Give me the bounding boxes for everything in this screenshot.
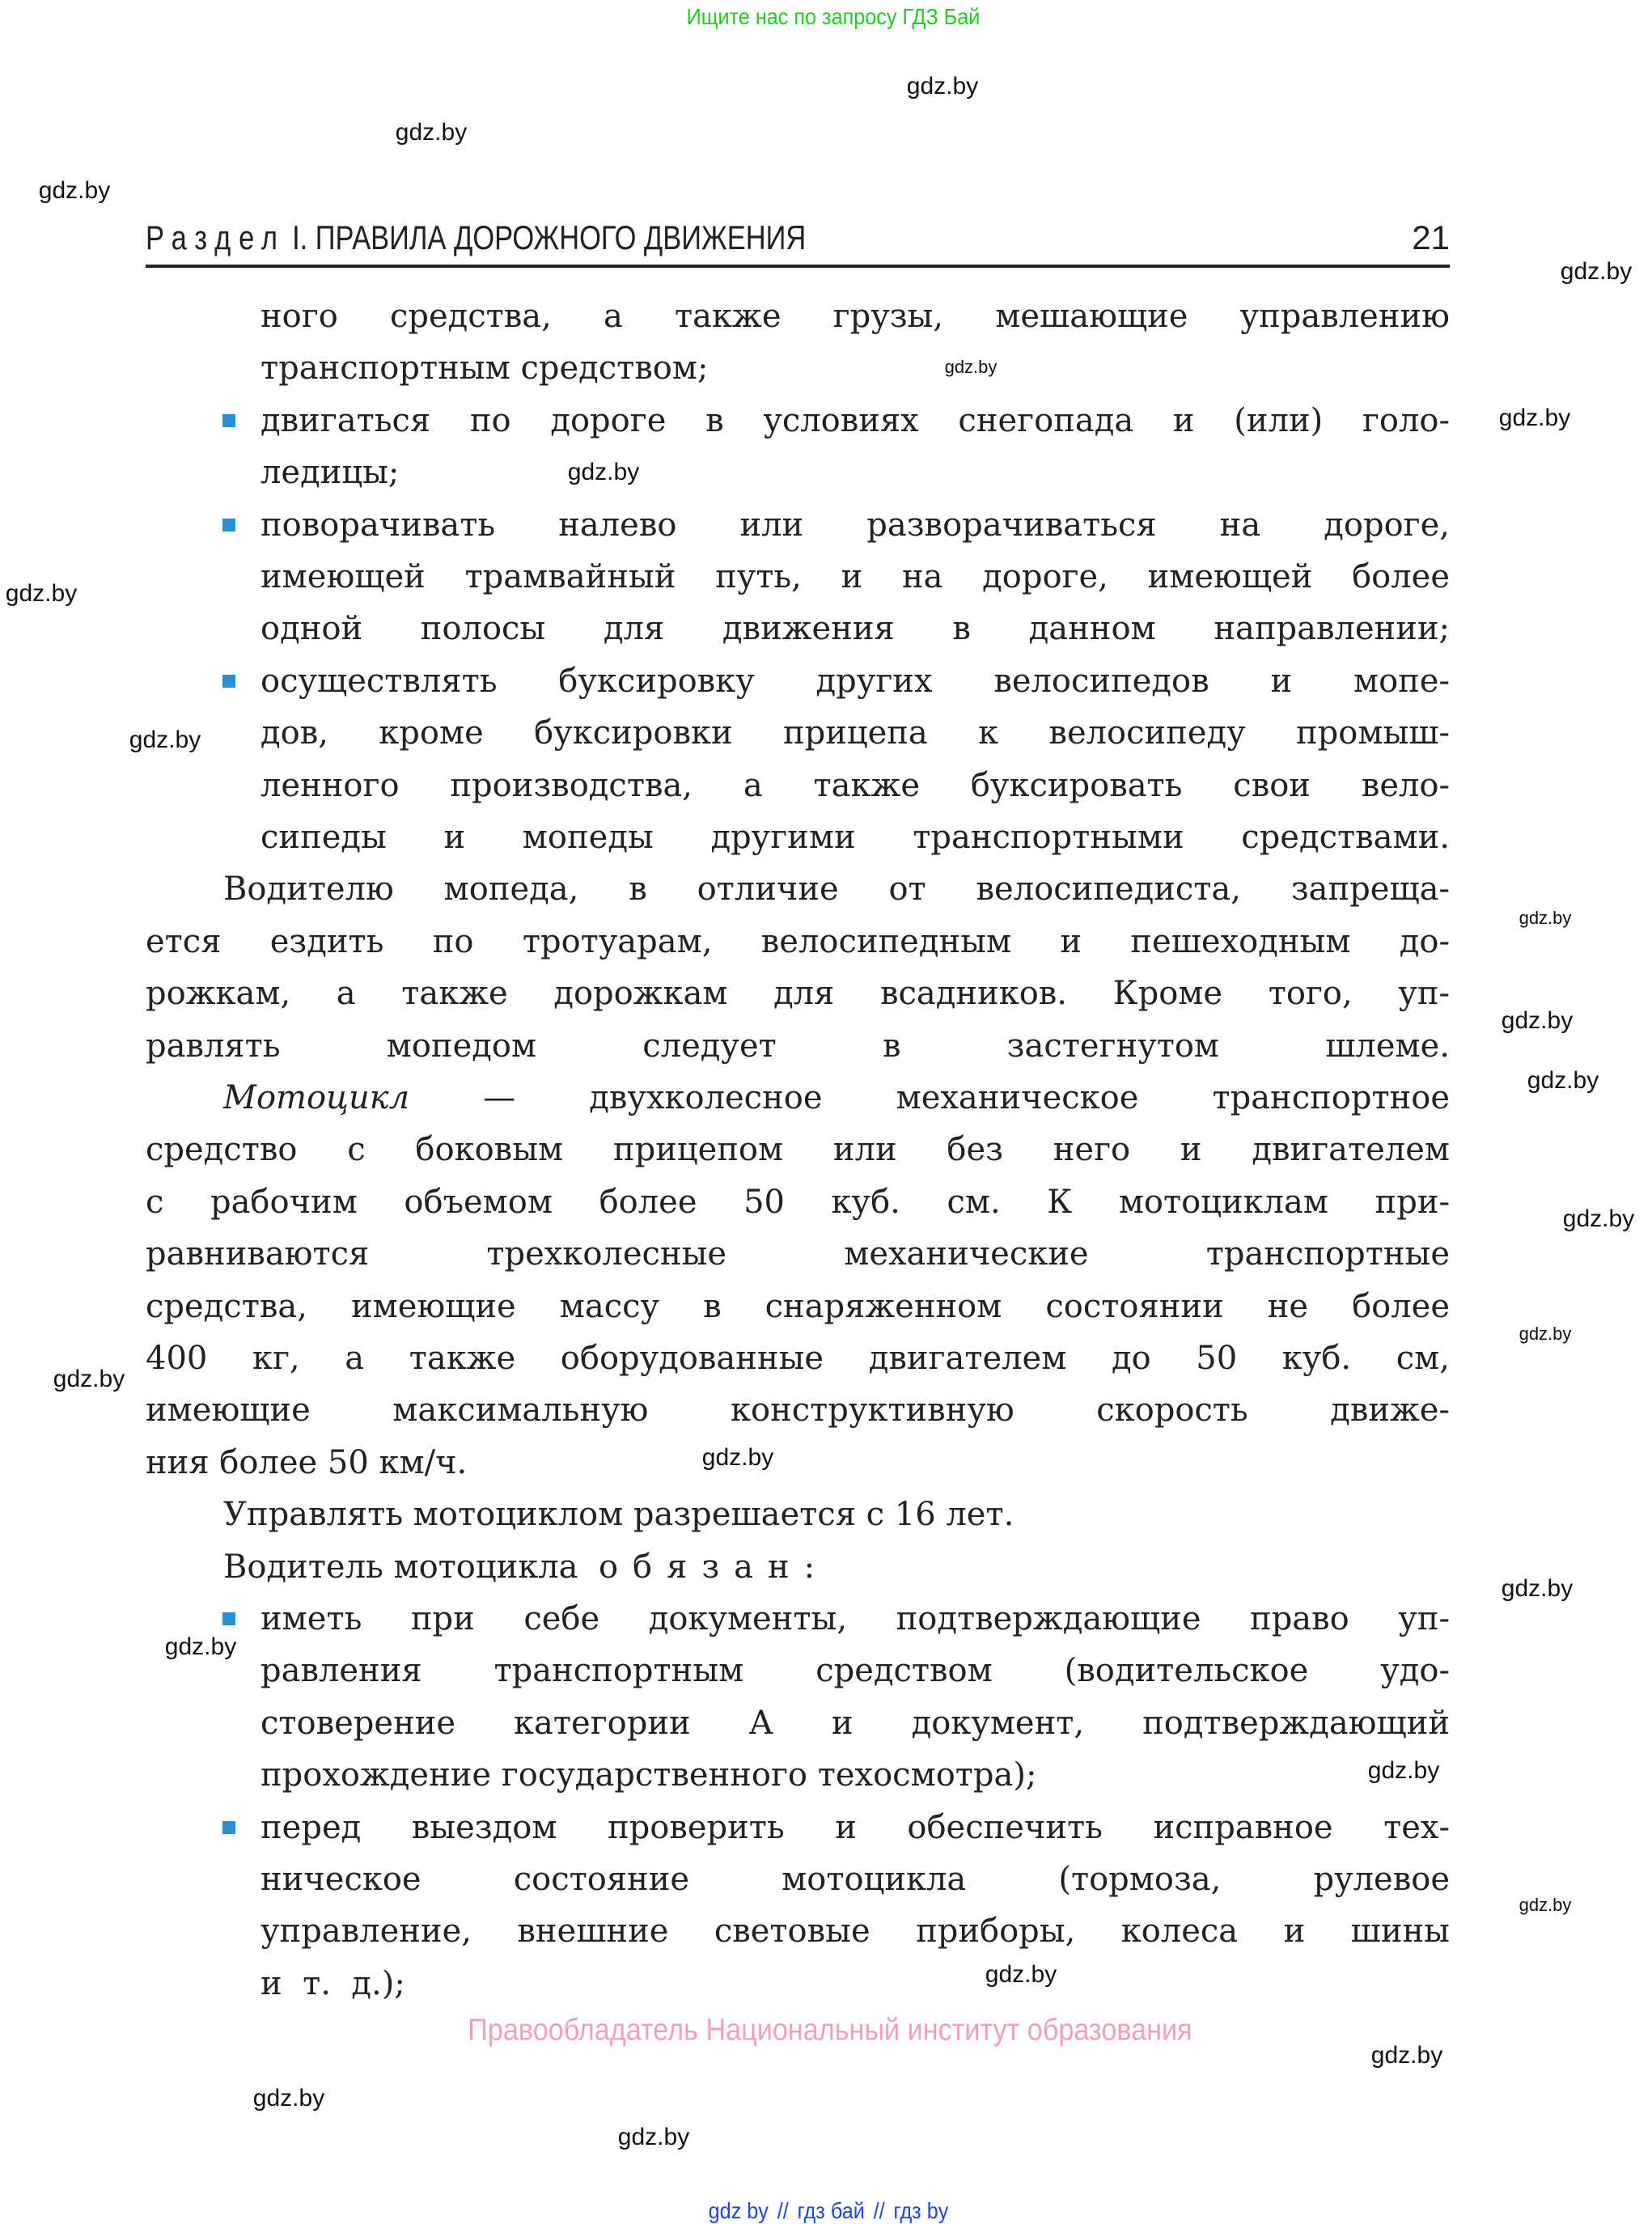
top-banner: Ищите нас по запросу ГДЗ Бай <box>686 4 981 29</box>
watermark: gdz.by <box>1527 1067 1599 1094</box>
text-line <box>223 863 1450 915</box>
line-text: управление, внешние световые приборы, колеса и шины <box>261 1913 1450 1951</box>
watermark: gdz.by <box>1519 908 1572 928</box>
watermark: gdz.by <box>1560 258 1633 285</box>
line-text: Водитель мотоцикла <box>223 1548 599 1586</box>
line-text: имеющие максимальную конструктивную скорость движе- <box>146 1392 1450 1430</box>
text-line <box>223 1541 1450 1593</box>
text-line <box>261 342 1450 394</box>
text-line <box>261 760 1450 811</box>
line-text: — двухколесное механическое транспортное <box>409 1079 1450 1116</box>
line-text: с рабочим объемом более 50 куб. см. К мотоциклам при- <box>146 1183 1450 1221</box>
line-text: осуществлять буксировку других велосипедов и мопе- <box>261 662 1450 700</box>
line-text: рожкам, а также дорожкам для всадников. Кроме того, уп- <box>146 975 1450 1013</box>
text-line <box>261 551 1450 603</box>
text-line <box>146 1176 1450 1228</box>
header-rule <box>146 265 1450 268</box>
text-line <box>261 1853 1450 1905</box>
text-line <box>223 1489 1450 1540</box>
footer-link[interactable]: гдз бай <box>797 2198 865 2223</box>
text-line <box>261 290 1450 342</box>
watermark: gdz.by <box>944 357 998 377</box>
watermark: gdz.by <box>701 1444 774 1471</box>
spaced-word: обязан: <box>598 1548 830 1586</box>
footer-link[interactable]: gdz by <box>708 2198 769 2223</box>
line-text: сипеды и мопеды другими транспортными средствами. <box>261 819 1450 856</box>
text-line <box>146 1384 1450 1436</box>
text-line <box>146 916 1450 968</box>
line-text: ния более 50 км/ч. <box>146 1443 468 1481</box>
watermark: gdz.by <box>1519 1324 1572 1344</box>
watermark: gdz.by <box>395 119 468 146</box>
watermark: gdz.by <box>1562 1205 1635 1232</box>
line-text: двигаться по дороге в условиях снегопада и (или) голо- <box>261 401 1450 439</box>
line-text: поворачивать налево или разворачиваться на дороге, <box>261 506 1450 544</box>
line-text: иметь при себе документы, подтверждающие право уп- <box>261 1600 1450 1637</box>
line-text: транспортным средством; <box>261 349 709 388</box>
line-text: стоверение категории А и документ, подтверждающий <box>261 1704 1450 1742</box>
line-text: средство с боковым прицепом или без него и двигателем <box>146 1131 1450 1169</box>
line-text: Водителю мопеда, в отличие от велосипедиста, запреща- <box>223 871 1450 909</box>
bullet-icon <box>222 675 235 688</box>
watermark: gdz.by <box>1370 2042 1443 2069</box>
footer-separator: // <box>873 2198 885 2223</box>
line-text: Управлять мотоциклом разрешается с 16 лет. <box>223 1496 1014 1534</box>
watermark: gdz.by <box>1498 405 1571 431</box>
text-line <box>261 1802 1450 1853</box>
text-line <box>146 1281 1450 1332</box>
watermark: gdz.by <box>129 727 201 753</box>
line-text: дов, кроме буксировки прицепа к велосипеду промыш- <box>261 714 1450 752</box>
text-line <box>261 1697 1450 1749</box>
section-title <box>146 218 806 257</box>
rights-notice: Правообладатель Национальный институт образования <box>468 2013 1192 2048</box>
page-header <box>146 218 1450 264</box>
line-text: и т. д.); <box>261 1964 405 2002</box>
text-line <box>261 603 1450 654</box>
footer-links <box>704 2198 952 2224</box>
line-text: ленного производства, а также буксировать свои вело- <box>261 766 1450 804</box>
bullet-icon <box>222 1821 235 1834</box>
bullet-icon <box>222 414 235 427</box>
line-text: ного средства, а также грузы, мешающие управлению <box>261 298 1450 335</box>
line-text: перед выездом проверить и обеспечить исправное тех- <box>261 1808 1450 1846</box>
line-text: равлять мопедом следует в застегнутом шлеме. <box>146 1027 1450 1065</box>
footer-link[interactable]: гдз by <box>893 2198 949 2223</box>
watermark: gdz.by <box>567 459 640 485</box>
text-line <box>261 395 1450 447</box>
text-line <box>146 1332 1450 1384</box>
term: Мотоцикл <box>223 1079 410 1116</box>
footer-separator: // <box>777 2198 789 2223</box>
watermark: gdz.by <box>53 1366 125 1392</box>
watermark: gdz.by <box>1501 1007 1574 1034</box>
text-line <box>261 447 1450 498</box>
line-text: средства, имеющие массу в снаряженном состоянии не более <box>146 1287 1450 1325</box>
text-line <box>261 811 1450 863</box>
line-text: равниваются трехколесные механические транспортные <box>146 1235 1450 1273</box>
watermark: gdz.by <box>1519 1895 1572 1915</box>
watermark: gdz.by <box>252 2085 325 2112</box>
watermark: gdz.by <box>38 177 111 204</box>
text-line <box>261 1749 1450 1801</box>
text-line <box>146 1124 1450 1176</box>
text-line <box>146 968 1450 1019</box>
watermark: gdz.by <box>985 1961 1057 1988</box>
text-line <box>261 499 1450 551</box>
line-text: ется ездить по тротуарам, велосипедным и пешеходным до- <box>146 922 1450 960</box>
text-line <box>261 707 1450 759</box>
text-line <box>261 1958 1450 2010</box>
text-line <box>223 1072 1450 1124</box>
page-number: 21 <box>1412 218 1450 256</box>
text-line <box>146 1020 1450 1072</box>
watermark: gdz.by <box>5 580 78 607</box>
bullet-icon <box>222 1612 235 1625</box>
line-text: имеющей трамвайный путь, и на дороге, имеющей более <box>261 558 1450 595</box>
text-line <box>261 1905 1450 1957</box>
line-text: ническое состояние мотоцикла (тормоза, рулевое <box>261 1861 1450 1898</box>
section-name: I. ПРАВИЛА ДОРОЖНОГО ДВИЖЕНИЯ <box>292 218 807 256</box>
bullet-icon <box>222 519 235 532</box>
text-line <box>146 1228 1450 1280</box>
text-line <box>261 1593 1450 1645</box>
line-text: ледицы; <box>261 454 400 492</box>
line-text: одной полосы для движения в данном направлении; <box>261 610 1450 648</box>
line-text: прохождение государственного техосмотра); <box>261 1756 1037 1794</box>
watermark: gdz.by <box>164 1633 237 1660</box>
text-line <box>261 1645 1450 1697</box>
section-word: Раздел <box>146 218 286 256</box>
watermark: gdz.by <box>1501 1575 1574 1602</box>
watermark: gdz.by <box>1367 1757 1440 1784</box>
text-line <box>261 655 1450 707</box>
line-text: равления транспортным средством (водительское удо- <box>261 1652 1450 1690</box>
watermark: gdz.by <box>617 2124 690 2150</box>
text-line <box>146 1437 1450 1489</box>
line-text: 400 кг, а также оборудованные двигателем до 50 куб. см, <box>146 1340 1450 1377</box>
watermark: gdz.by <box>906 73 979 100</box>
